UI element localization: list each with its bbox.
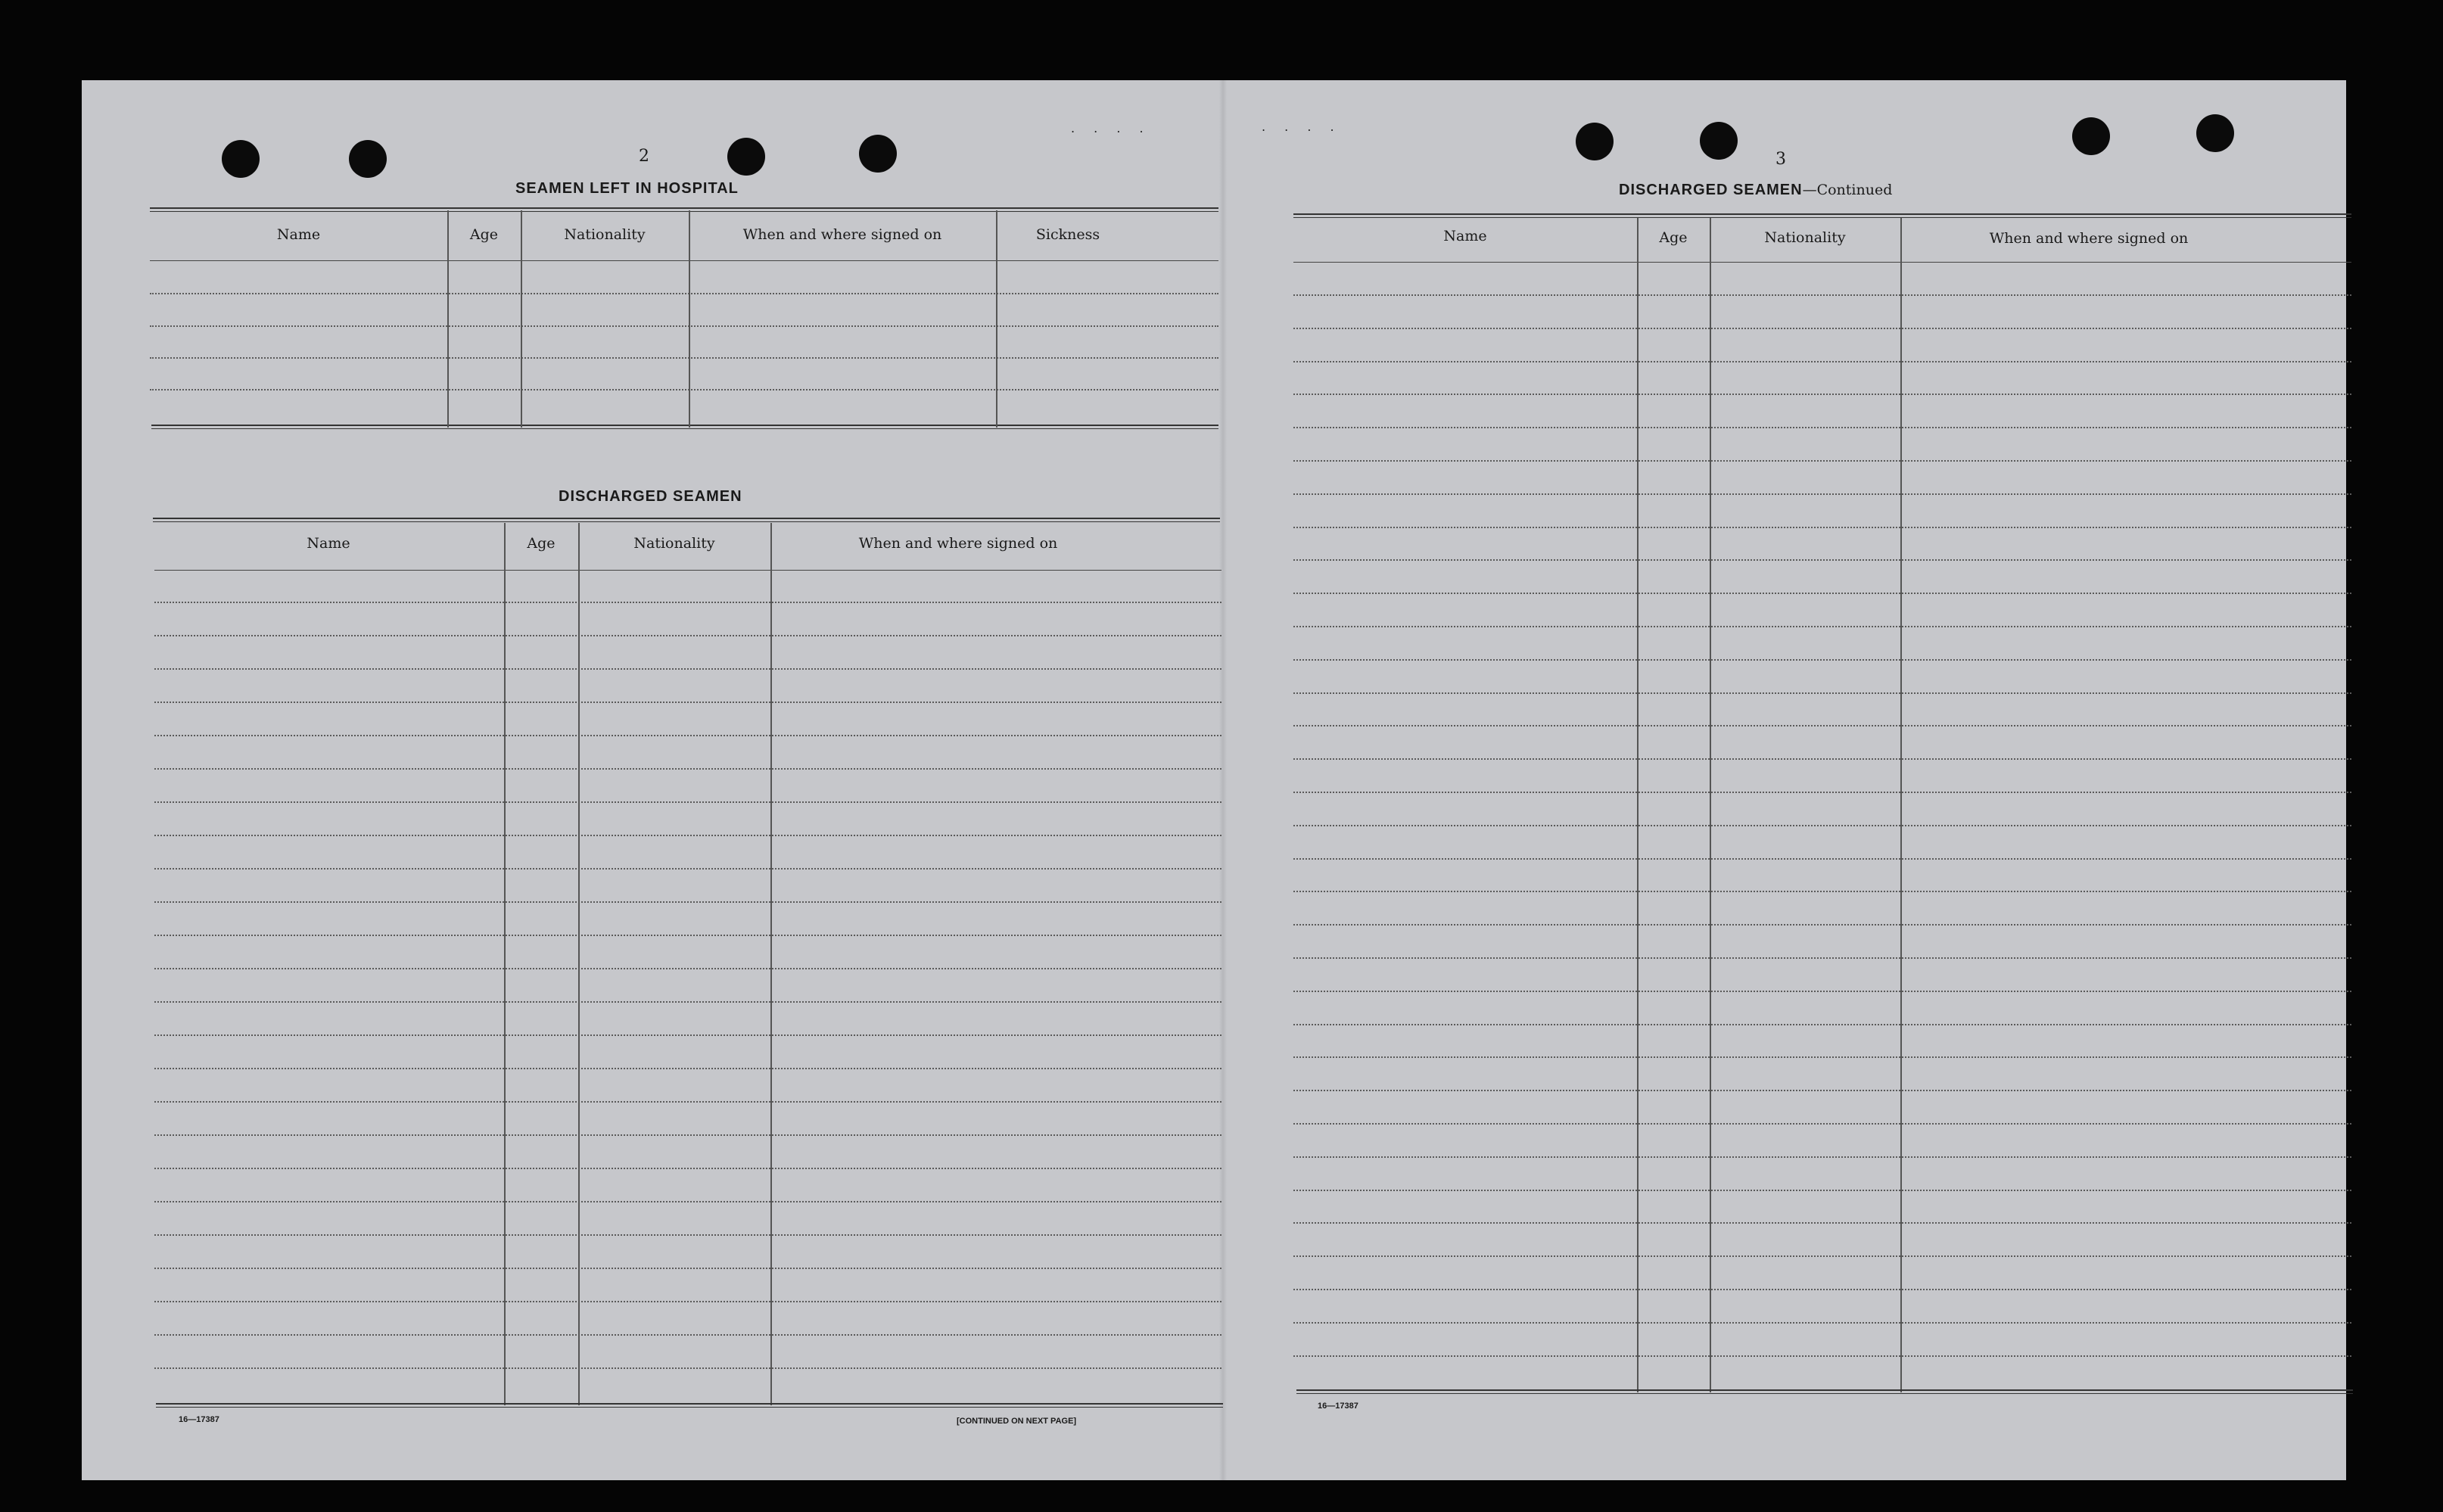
- row-line: [154, 968, 1222, 969]
- col-divider: [1637, 218, 1639, 1392]
- col-header-name: Name: [1443, 228, 1487, 244]
- col-divider: [447, 210, 449, 428]
- row-line: [1293, 559, 2351, 561]
- row-line: [154, 1001, 1222, 1003]
- form-number: 16—17387: [1318, 1402, 1358, 1411]
- row-line: [150, 325, 1218, 327]
- row-line: [1293, 394, 2351, 395]
- row-line: [1293, 328, 2351, 329]
- row-line: [1293, 957, 2351, 959]
- col-header-signed-on: When and where signed on: [1989, 230, 2189, 247]
- row-line: [1293, 1289, 2351, 1290]
- punch-hole: [2196, 114, 2234, 152]
- col-divider: [689, 210, 690, 428]
- row-line: [154, 735, 1222, 736]
- col-header-nationality: Nationality: [633, 535, 715, 552]
- row-line: [154, 868, 1222, 870]
- row-line: [1293, 1156, 2351, 1158]
- row-line: [154, 1201, 1222, 1202]
- row-line: [154, 1101, 1222, 1103]
- row-line: [1293, 1222, 2351, 1224]
- col-divider: [578, 523, 580, 1405]
- row-line: [154, 1068, 1222, 1069]
- col-header-sickness: Sickness: [1035, 226, 1100, 243]
- rule: [156, 1403, 1223, 1408]
- row-line: [1293, 659, 2351, 661]
- row-line: [150, 389, 1218, 390]
- row-line: [1293, 1322, 2351, 1324]
- row-line: [1293, 1056, 2351, 1058]
- col-header-nationality: Nationality: [1764, 229, 1846, 246]
- rule: [153, 518, 1220, 522]
- row-line: [154, 1334, 1222, 1336]
- row-line: [154, 1134, 1222, 1136]
- row-line: [154, 702, 1222, 703]
- row-line: [154, 635, 1222, 636]
- section-title: DISCHARGED SEAMEN: [1619, 182, 1803, 198]
- punch-hole: [1700, 122, 1738, 160]
- row-line: [1293, 758, 2351, 760]
- section-title-discharged: DISCHARGED SEAMEN: [559, 488, 742, 505]
- row-line: [1293, 1090, 2351, 1091]
- row-line: [1293, 891, 2351, 892]
- row-line: [1293, 527, 2351, 528]
- row-line: [154, 901, 1222, 903]
- row-line: [1293, 1024, 2351, 1025]
- col-header-nationality: Nationality: [564, 226, 646, 243]
- col-divider: [521, 210, 522, 428]
- row-line: [1293, 294, 2351, 296]
- col-header-age: Age: [527, 535, 556, 552]
- row-line: [154, 1034, 1222, 1036]
- punch-hole: [2072, 117, 2110, 155]
- col-header-name: Name: [276, 226, 321, 243]
- header-rule: [1293, 262, 2351, 263]
- row-line: [1293, 725, 2351, 726]
- col-divider: [770, 523, 772, 1405]
- row-line: [154, 768, 1222, 770]
- row-line: [154, 801, 1222, 803]
- row-line: [154, 1301, 1222, 1302]
- punch-hole: [349, 140, 387, 178]
- row-line: [1293, 626, 2351, 627]
- header-rule: [154, 570, 1222, 571]
- page-number: 2: [639, 147, 649, 166]
- row-line: [1293, 1355, 2351, 1357]
- row-line: [154, 935, 1222, 936]
- row-line: [1293, 493, 2351, 495]
- punch-hole: [1576, 123, 1614, 160]
- punch-hole: [222, 140, 260, 178]
- punch-hole: [859, 135, 897, 173]
- row-line: [1293, 1190, 2351, 1191]
- row-line: [1293, 1123, 2351, 1125]
- rule: [1293, 213, 2351, 218]
- col-divider: [1900, 218, 1902, 1392]
- row-line: [154, 835, 1222, 836]
- row-line: [150, 357, 1218, 359]
- row-line: [154, 1234, 1222, 1236]
- header-rule: [150, 260, 1218, 261]
- row-line: [150, 293, 1218, 294]
- row-line: [1293, 361, 2351, 362]
- row-line: [1293, 1255, 2351, 1257]
- row-line: [1293, 924, 2351, 926]
- page-fold: [1219, 80, 1227, 1480]
- col-header-signed-on: When and where signed on: [742, 226, 942, 243]
- section-title-hospital: SEAMEN LEFT IN HOSPITAL: [515, 180, 739, 197]
- rule: [1296, 1389, 2353, 1394]
- row-line: [1293, 825, 2351, 826]
- rule: [150, 207, 1218, 212]
- row-line: [154, 602, 1222, 603]
- col-divider: [1710, 218, 1711, 1392]
- section-title-suffix: —Continued: [1802, 182, 1893, 198]
- row-line: [154, 668, 1222, 670]
- continued-note: [CONTINUED ON NEXT PAGE]: [957, 1417, 1077, 1426]
- col-header-age: Age: [469, 226, 499, 243]
- section-title-discharged-continued: [1619, 182, 1892, 199]
- rule: [151, 425, 1218, 429]
- print-mark: . . . .: [1262, 120, 1342, 134]
- punch-hole: [727, 138, 765, 176]
- row-line: [154, 1268, 1222, 1269]
- col-header-age: Age: [1659, 229, 1688, 246]
- row-line: [1293, 427, 2351, 428]
- page-number: 3: [1775, 150, 1786, 169]
- row-line: [1293, 991, 2351, 992]
- col-divider: [504, 523, 506, 1405]
- row-line: [154, 1367, 1222, 1369]
- col-header-signed-on: When and where signed on: [858, 535, 1058, 552]
- form-number: 16—17387: [179, 1415, 219, 1424]
- col-divider: [996, 210, 997, 428]
- ledger-sheet: [82, 80, 2346, 1480]
- print-mark: . . . .: [1071, 121, 1151, 135]
- row-line: [1293, 460, 2351, 462]
- row-line: [1293, 593, 2351, 594]
- row-line: [1293, 792, 2351, 793]
- col-header-name: Name: [307, 535, 350, 552]
- row-line: [1293, 692, 2351, 694]
- row-line: [154, 1168, 1222, 1169]
- row-line: [1293, 858, 2351, 860]
